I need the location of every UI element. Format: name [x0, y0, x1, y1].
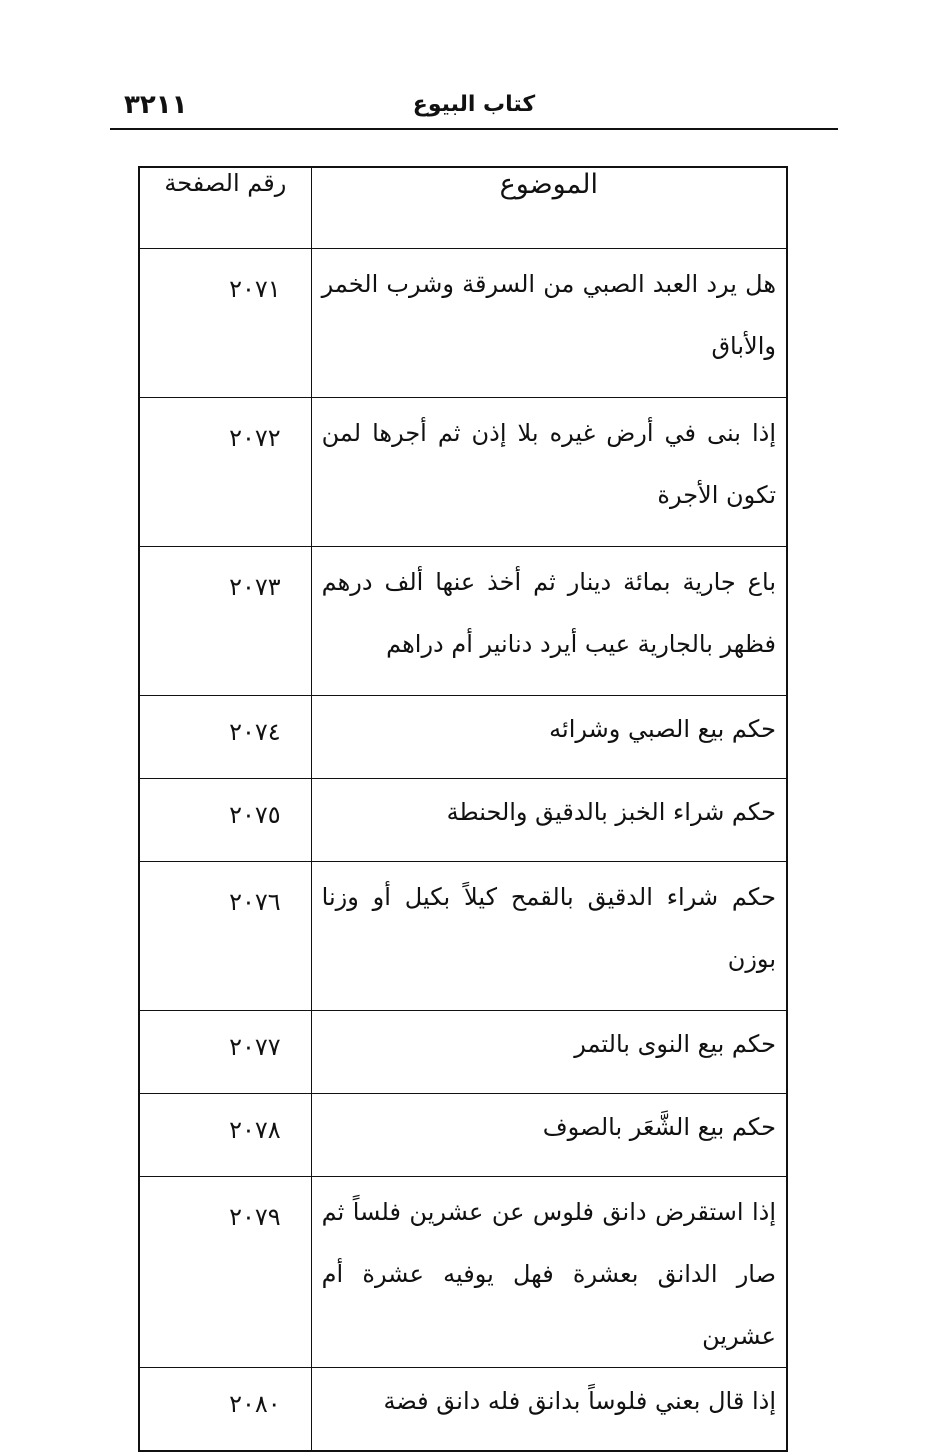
column-header-page: رقم الصفحة: [139, 167, 311, 249]
table-row: [139, 696, 787, 779]
row-subject: حكم بيع النوى بالتمر: [311, 1011, 787, 1094]
row-subject: إذا استقرض دانق فلوس عن عشرين فلساً ثم صار الدانق بعشرة فهل يوفيه عشرة أم عشرين: [311, 1177, 787, 1368]
row-page-number: ٢٠٧٦: [139, 862, 311, 1011]
row-subject: حكم بيع الشَّعَر بالصوف: [311, 1094, 787, 1177]
row-page-number: ٢٠٧٢: [139, 398, 311, 547]
row-page-number: ٢٠٧٧: [139, 1011, 311, 1094]
table-row: [139, 1177, 787, 1368]
row-page-number: ٢٠٧٣: [139, 547, 311, 696]
row-subject: حكم بيع الصبي وشرائه: [311, 696, 787, 779]
row-subject: إذا بنى في أرض غيره بلا إذن ثم أجرها لمن تكون الأجرة: [311, 398, 787, 547]
page-number: ٣٢١١: [124, 90, 188, 120]
row-subject: إذا قال بعني فلوساً بدانق فله دانق فضة: [311, 1368, 787, 1452]
row-subject: حكم شراء الخبز بالدقيق والحنطة: [311, 779, 787, 862]
table-row: [139, 249, 787, 398]
book-title: كتاب البيوع: [412, 92, 536, 117]
row-subject: هل يرد العبد الصبي من السرقة وشرب الخمر والأباق: [311, 249, 787, 398]
row-subject: باع جارية بمائة دينار ثم أخذ عنها ألف درهم فظهر بالجارية عيب أيرد دنانير أم دراهم: [311, 547, 787, 696]
table-row: [139, 1368, 787, 1452]
table-header-row: [139, 167, 787, 249]
table-row: [139, 1094, 787, 1177]
row-page-number: ٢٠٧٥: [139, 779, 311, 862]
table-row: [139, 1011, 787, 1094]
column-header-subject: الموضوع: [311, 167, 787, 249]
table-row: [139, 862, 787, 1011]
row-page-number: ٢٠٧٨: [139, 1094, 311, 1177]
table-row: [139, 398, 787, 547]
table-row: [139, 779, 787, 862]
row-page-number: ٢٠٧٩: [139, 1177, 311, 1368]
row-page-number: ٢٠٧٤: [139, 696, 311, 779]
page-header: [110, 88, 838, 130]
row-page-number: ٢٠٧١: [139, 249, 311, 398]
row-page-number: ٢٠٨٠: [139, 1368, 311, 1452]
row-subject: حكم شراء الدقيق بالقمح كيلاً بكيل أو وزنا بوزن: [311, 862, 787, 1011]
contents-table: [138, 166, 788, 1452]
table-row: [139, 547, 787, 696]
